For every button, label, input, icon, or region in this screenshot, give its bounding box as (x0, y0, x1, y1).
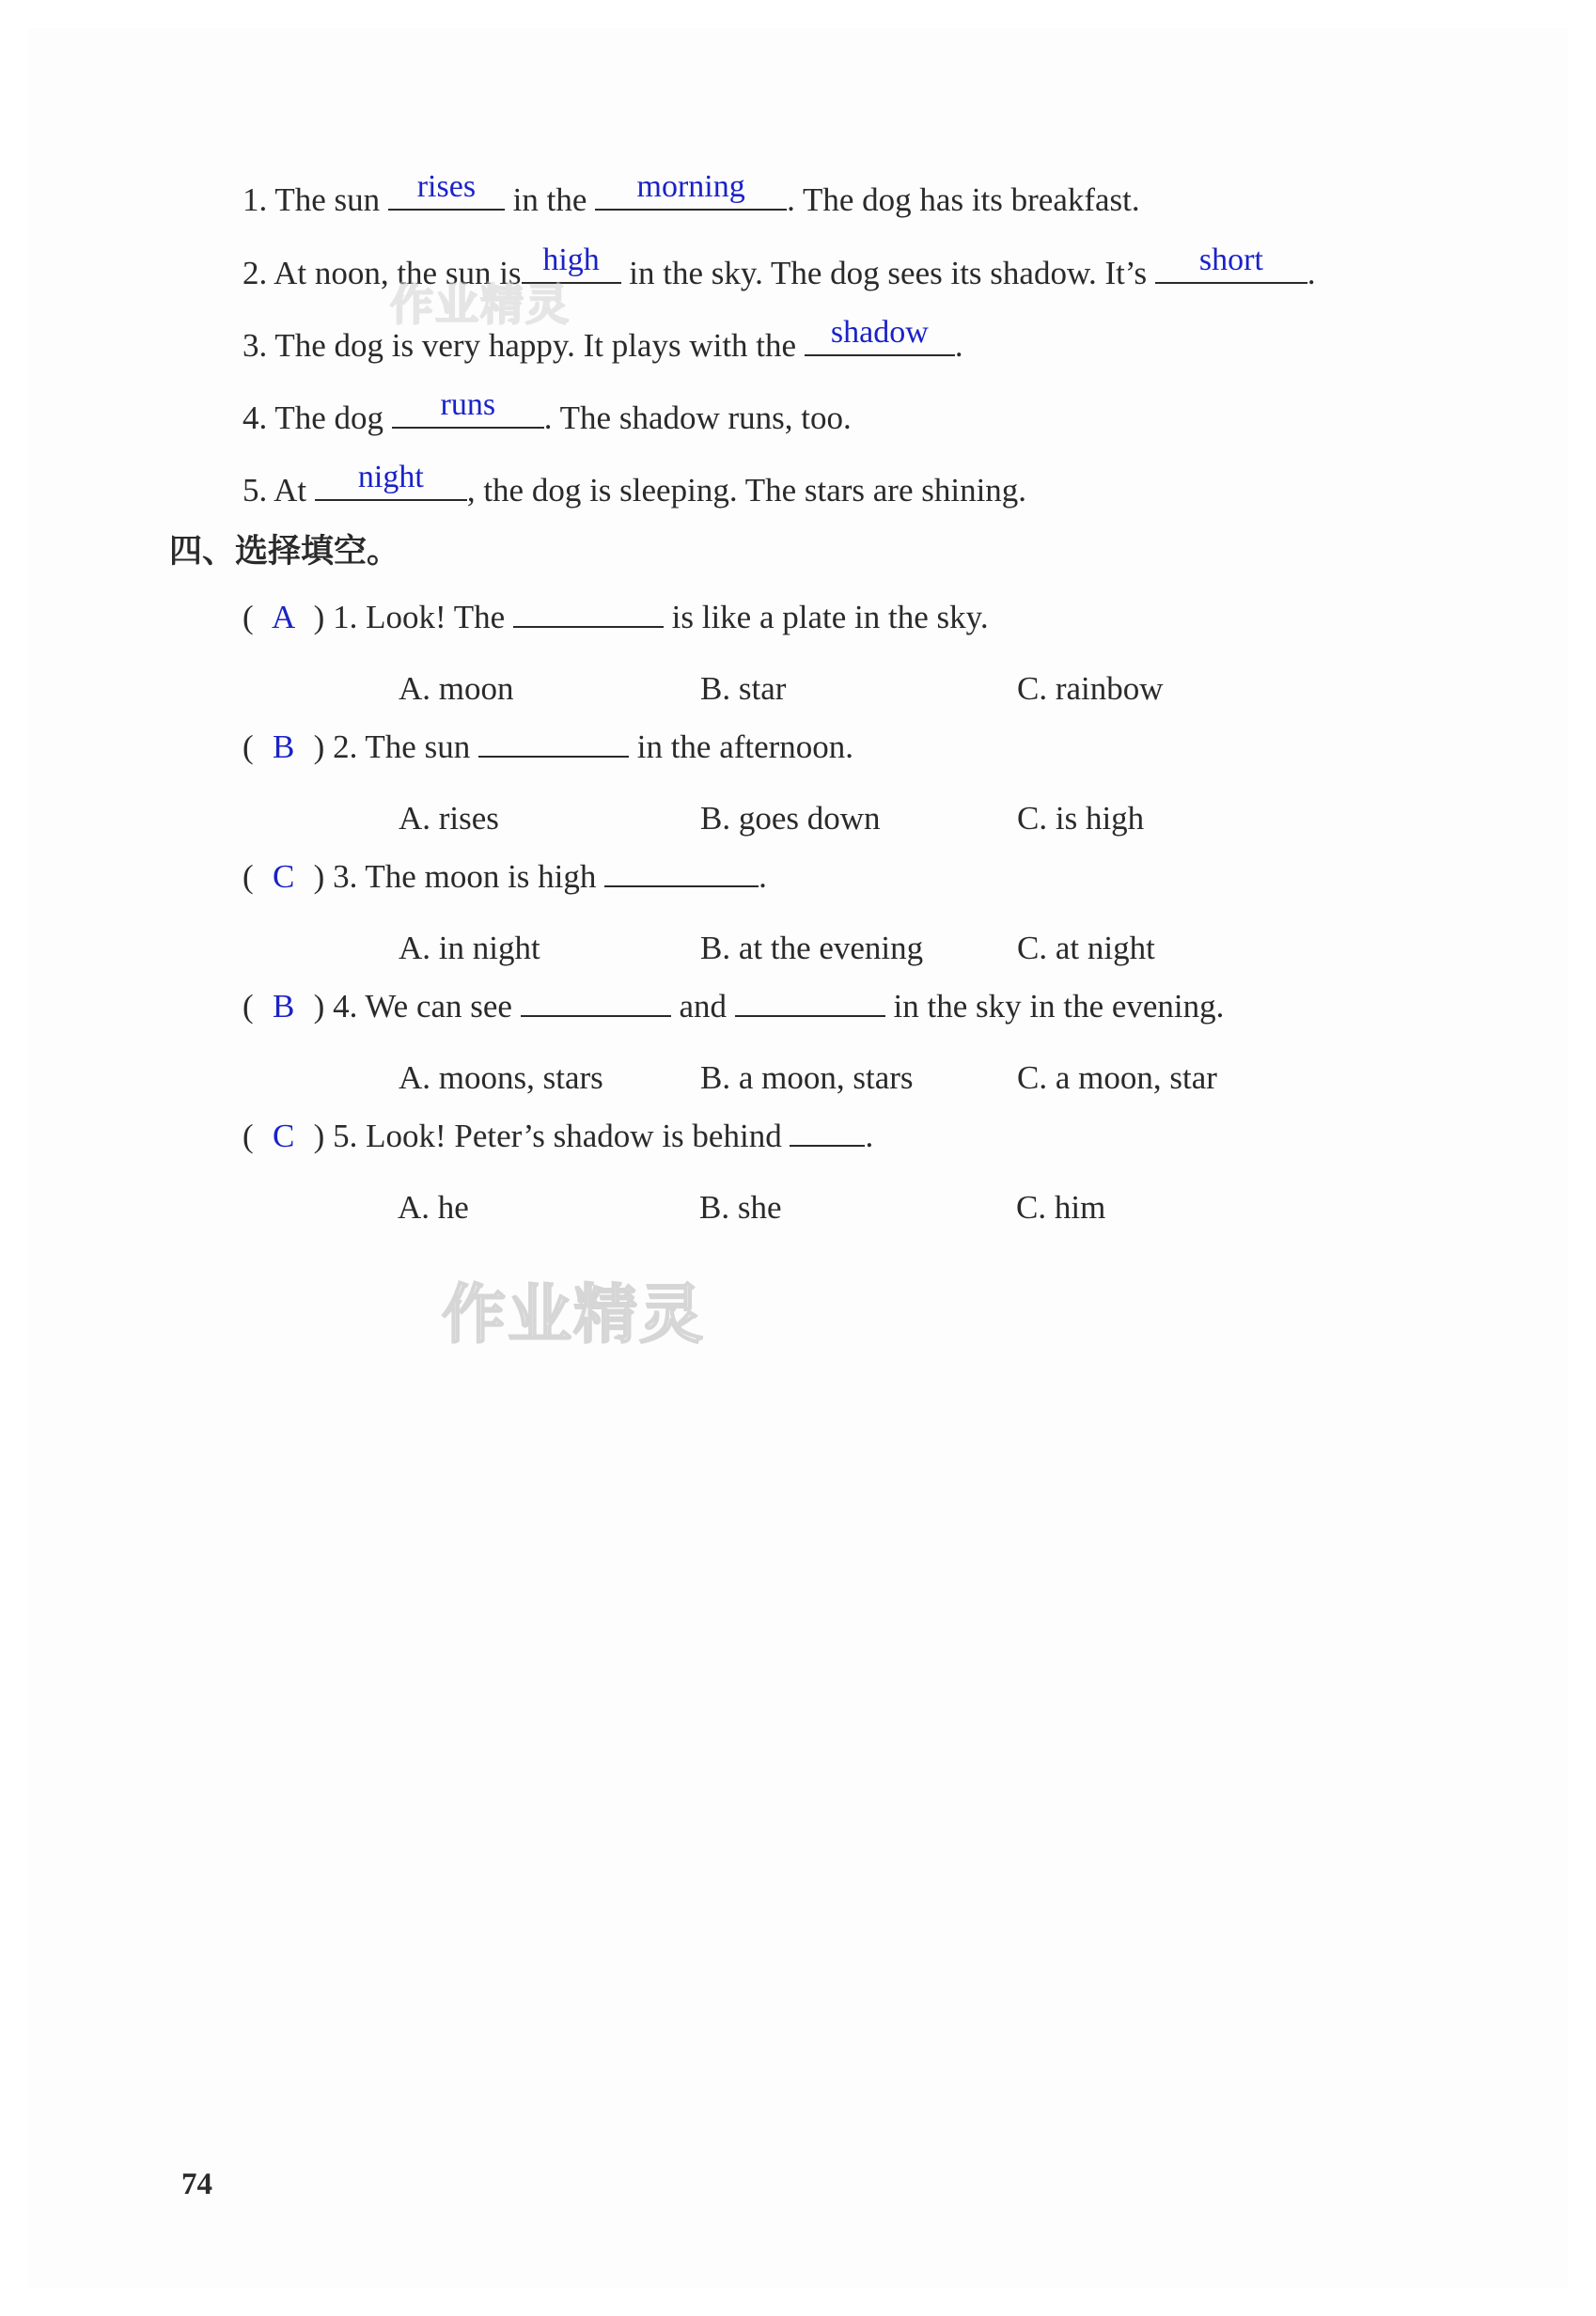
handwritten-answer: runs (440, 387, 496, 422)
answer-blank (735, 987, 885, 1017)
choice-question-3 (243, 857, 767, 896)
close-paren: ) (313, 858, 325, 895)
handwritten-answer: A (272, 599, 296, 635)
open-paren: ( (243, 988, 254, 1025)
answer-blank (1155, 243, 1307, 284)
open-paren: ( (243, 728, 254, 765)
option-a: A. rises (399, 800, 499, 837)
sentence-text: . (954, 327, 963, 364)
page-number: 74 (181, 2167, 212, 2201)
option-c: C. is high (1017, 800, 1145, 837)
option-c: C. at night (1017, 930, 1155, 966)
section-heading: 四、选择填空。 (169, 533, 400, 571)
open-paren: ( (243, 599, 254, 635)
option-c: C. a moon, star (1017, 1059, 1217, 1096)
answer-blank (595, 169, 787, 211)
option-c: C. rainbow (1017, 670, 1164, 707)
close-paren: ) (313, 988, 325, 1025)
option-a: A. moon (399, 670, 514, 707)
handwritten-answer: B (272, 728, 295, 765)
answer-blank (805, 315, 955, 356)
question-text: 4. We can see (333, 988, 521, 1025)
option-b: B. she (699, 1189, 782, 1226)
open-paren: ( (243, 858, 254, 895)
option-a: A. he (398, 1189, 469, 1226)
option-b: B. star (700, 670, 787, 707)
worksheet-page (28, 28, 1568, 2288)
choice-question-1 (243, 598, 989, 636)
answer-blank (604, 857, 759, 887)
close-paren: ) (313, 728, 325, 765)
question-text: and (670, 988, 735, 1025)
handwritten-answer: high (542, 243, 600, 277)
sentence-text: 2. At noon, the sun is (243, 255, 522, 291)
handwritten-answer: morning (636, 169, 745, 204)
answer-blank (513, 598, 664, 628)
handwritten-answer: C (272, 1118, 295, 1154)
question-text: . (759, 858, 767, 895)
option-b: B. goes down (700, 800, 881, 837)
question-text: 1. Look! The (333, 599, 513, 635)
handwritten-answer: short (1198, 243, 1263, 277)
question-text: is like a plate in the sky. (663, 599, 989, 635)
handwritten-answer: B (272, 988, 295, 1025)
answer-blank (478, 728, 629, 758)
handwritten-answer: rises (416, 169, 477, 204)
answer-blank (521, 987, 671, 1017)
answer-blank (790, 1117, 865, 1147)
sentence-text: 1. The sun (243, 181, 388, 218)
handwritten-answer: shadow (830, 315, 929, 350)
close-paren: ) (313, 599, 325, 635)
question-text: in the sky in the evening. (884, 988, 1225, 1025)
option-c: C. him (1016, 1189, 1106, 1226)
answer-blank (388, 169, 505, 211)
choice-question-4 (243, 987, 1224, 1025)
fill-in-sentence-4 (243, 387, 852, 437)
handwritten-answer: night (357, 460, 424, 494)
choice-question-2 (243, 728, 853, 766)
watermark-logo: 作业精灵 (442, 1278, 706, 1353)
sentence-text: 5. At (243, 472, 315, 509)
handwritten-answer: C (272, 858, 295, 895)
answer-blank (392, 387, 544, 429)
sentence-text: , the dog is sleeping. The stars are shining. (466, 472, 1027, 509)
sentence-text: 4. The dog (243, 399, 392, 436)
sentence-text: . The shadow runs, too. (543, 399, 852, 436)
choice-question-5 (243, 1117, 873, 1155)
question-text: in the afternoon. (628, 728, 854, 765)
option-a: A. moons, stars (399, 1059, 603, 1096)
sentence-text: in the sky. The dog sees its shadow. It’s (620, 255, 1155, 291)
option-a: A. in night (399, 930, 540, 966)
fill-in-sentence-5 (243, 460, 1027, 509)
close-paren: ) (313, 1118, 325, 1154)
watermark-logo: 作业精灵 (390, 279, 571, 330)
sentence-text: . The dog has its breakfast. (787, 181, 1140, 218)
question-text: . (865, 1118, 874, 1154)
fill-in-sentence-1 (243, 169, 1140, 219)
fill-in-sentence-3 (243, 315, 963, 365)
question-text: 3. The moon is high (333, 858, 605, 895)
option-b: B. at the evening (700, 930, 924, 966)
sentence-text: in the (504, 181, 596, 218)
sentence-text: 3. The dog is very happy. It plays with the (243, 327, 805, 364)
option-b: B. a moon, stars (700, 1059, 914, 1096)
sentence-text: . (1307, 255, 1316, 291)
question-text: 5. Look! Peter’s shadow is behind (333, 1118, 790, 1154)
answer-blank (315, 460, 467, 501)
question-text: 2. The sun (333, 728, 478, 765)
open-paren: ( (243, 1118, 254, 1154)
